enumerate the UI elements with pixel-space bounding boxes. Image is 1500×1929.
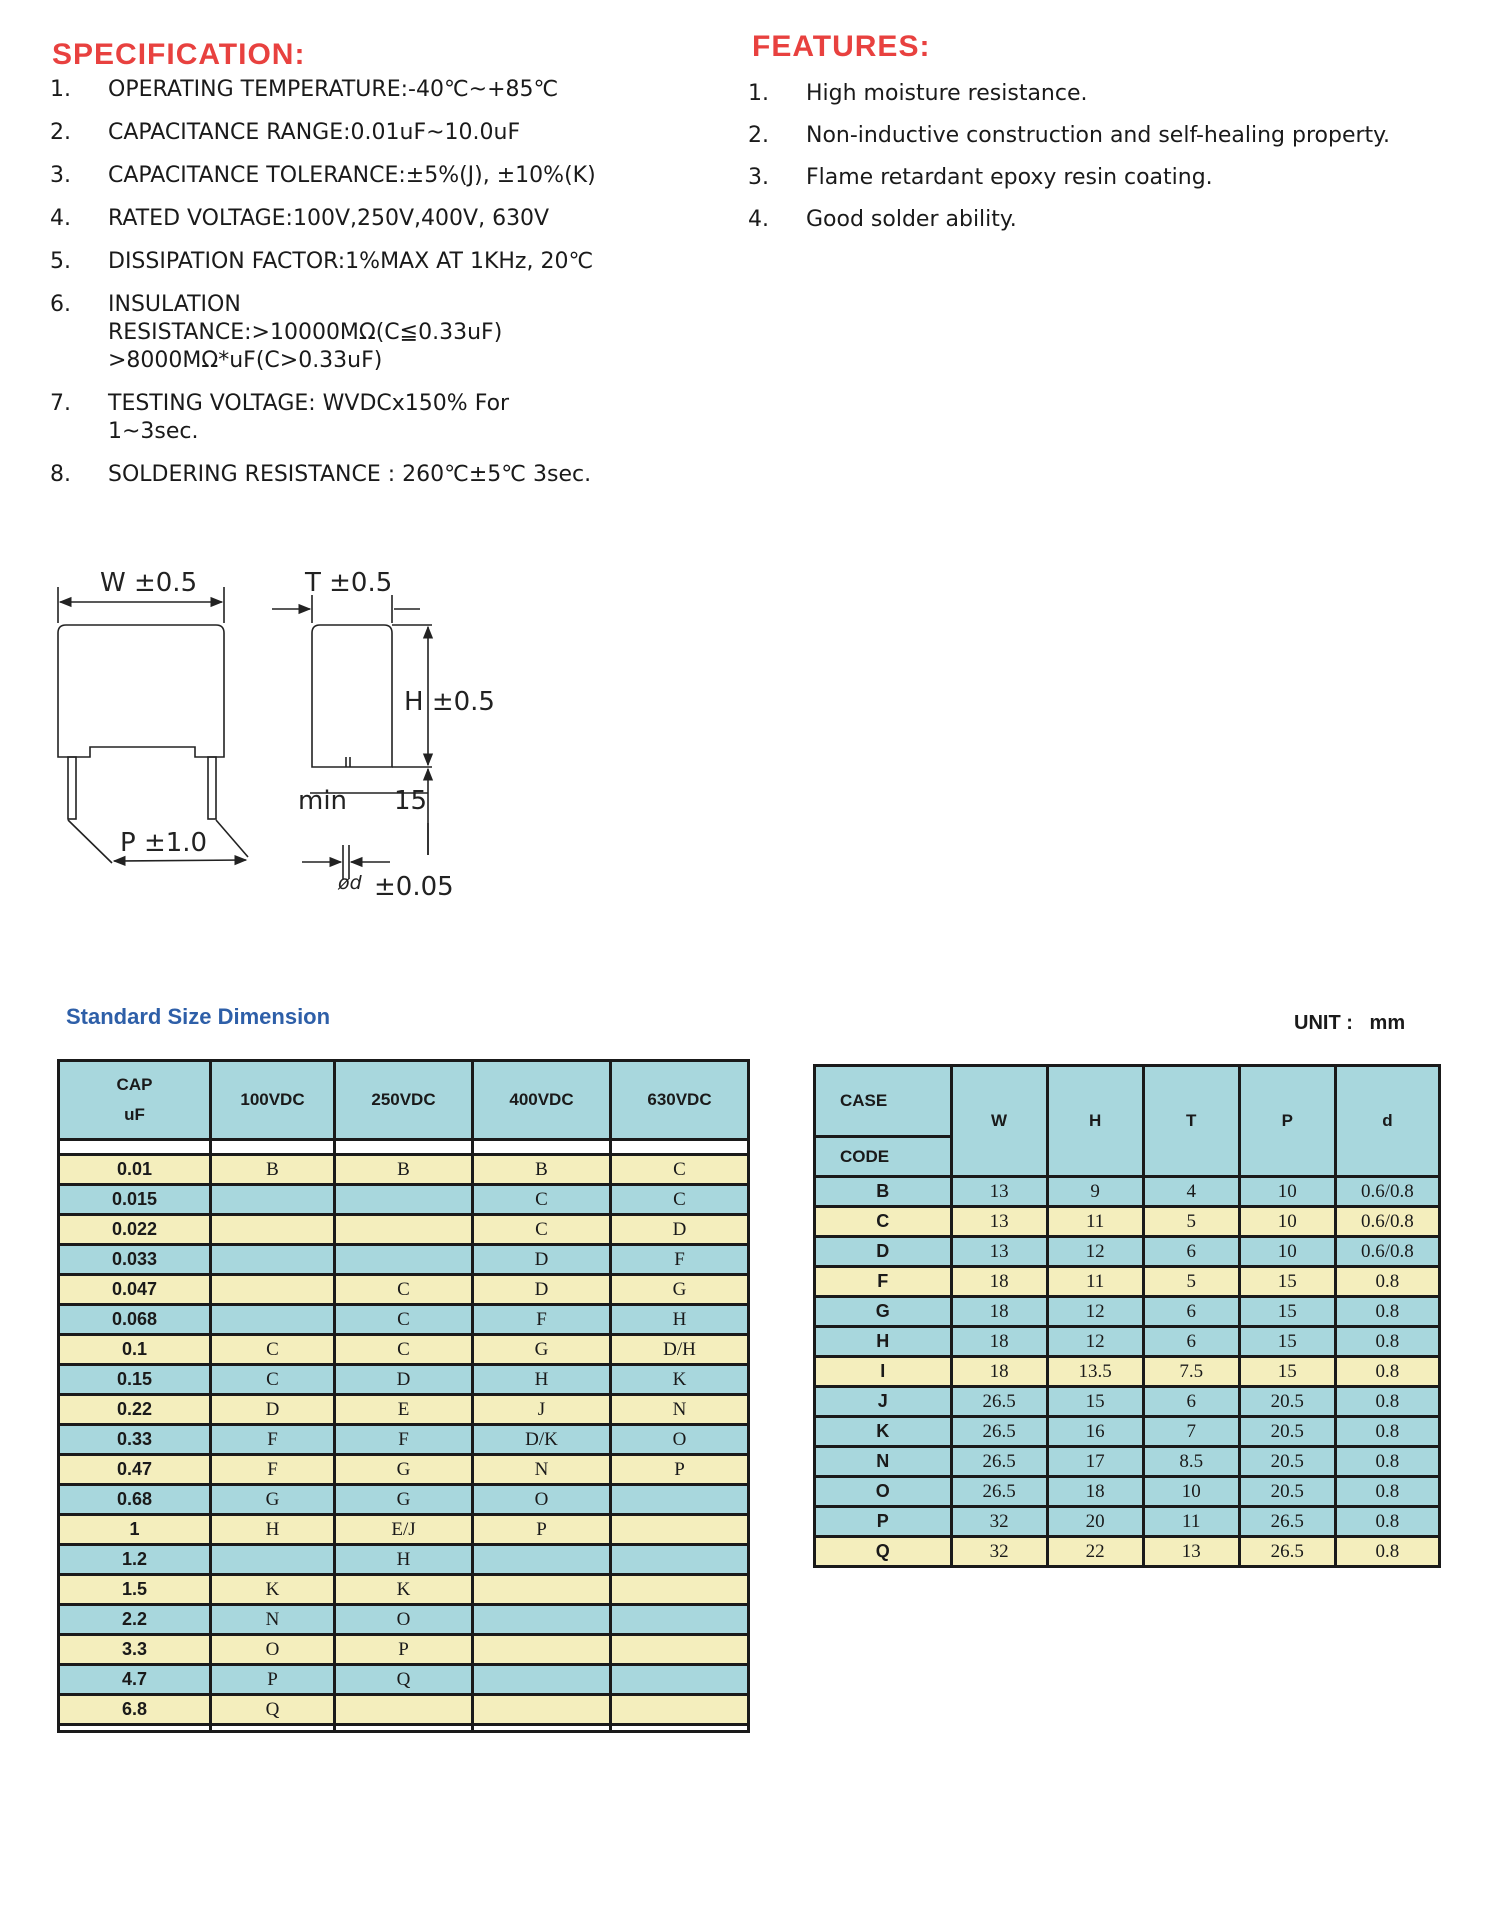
p-tolerance-label: P ±1.0 xyxy=(120,828,208,858)
dimension-cell: 15 xyxy=(1241,1298,1334,1325)
standard-size-title: Standard Size Dimension xyxy=(66,1004,331,1029)
dimension-cell: 10 xyxy=(1241,1208,1334,1235)
dim-header-p: P xyxy=(1241,1067,1334,1175)
capacitance-cell: 0.01 xyxy=(60,1156,209,1183)
unit-label: UNIT : mm xyxy=(1294,1012,1406,1034)
case-code-cell xyxy=(474,1696,609,1723)
dimension-cell: 0.8 xyxy=(1337,1538,1438,1565)
case-code-cell: Q xyxy=(336,1666,471,1693)
dimension-cell: 6 xyxy=(1145,1328,1238,1355)
feature-item: 1. High moisture resistance. xyxy=(748,81,1088,106)
case-code-cell: C xyxy=(612,1156,747,1183)
dimension-cell: 16 xyxy=(1049,1418,1142,1445)
case-code-cell: J xyxy=(474,1396,609,1423)
dimension-cell: 0.8 xyxy=(1337,1478,1438,1505)
dimension-cell: 20.5 xyxy=(1241,1418,1334,1445)
capacitance-cell: 6.8 xyxy=(60,1696,209,1723)
dimension-cell: 32 xyxy=(953,1538,1046,1565)
voltage-header: 250VDC xyxy=(336,1062,471,1138)
case-code-cell: G xyxy=(336,1486,471,1513)
case-code-cell: N xyxy=(612,1396,747,1423)
case-code-cell: D xyxy=(474,1246,609,1273)
table-row xyxy=(60,1516,747,1543)
case-code-cell: E/J xyxy=(336,1516,471,1543)
table-row xyxy=(60,1336,747,1363)
dimension-cell: 26.5 xyxy=(953,1388,1046,1415)
spec-item: 4. RATED VOLTAGE:100V,250V,400V, 630V xyxy=(50,206,550,231)
dimension-cell: 13 xyxy=(953,1178,1046,1205)
case-code-cell: Q xyxy=(816,1538,950,1565)
dimension-cell: 22 xyxy=(1049,1538,1142,1565)
dimension-cell: 0.8 xyxy=(1337,1268,1438,1295)
case-code-cell: P xyxy=(474,1516,609,1543)
dimension-cell: 20 xyxy=(1049,1508,1142,1535)
code-header: CODE xyxy=(816,1138,950,1175)
case-code-cell: O xyxy=(212,1636,333,1663)
case-code-cell: P xyxy=(336,1636,471,1663)
capacitance-cell: 4.7 xyxy=(60,1666,209,1693)
spec-item: 7. TESTING VOLTAGE: WVDCx150% For 1~3sec. xyxy=(50,391,510,444)
case-code-cell: H xyxy=(212,1516,333,1543)
case-code-cell: O xyxy=(336,1606,471,1633)
table-row xyxy=(60,1606,747,1633)
case-code-cell: C xyxy=(212,1336,333,1363)
case-code-cell: K xyxy=(816,1418,950,1445)
table-row xyxy=(60,1636,747,1663)
case-code-cell: K xyxy=(212,1576,333,1603)
dimension-cell: 11 xyxy=(1049,1208,1142,1235)
dimension-cell: 8.5 xyxy=(1145,1448,1238,1475)
case-code-cell xyxy=(612,1636,747,1663)
voltage-header: 400VDC xyxy=(474,1062,609,1138)
dimension-cell: 13 xyxy=(953,1208,1046,1235)
case-code-cell: O xyxy=(474,1486,609,1513)
dimension-cell: 13.5 xyxy=(1049,1358,1142,1385)
dimension-cell: 0.8 xyxy=(1337,1448,1438,1475)
table-row xyxy=(60,1486,747,1513)
dimension-cell: 6 xyxy=(1145,1238,1238,1265)
dimension-cell: 5 xyxy=(1145,1208,1238,1235)
table-row xyxy=(60,1576,747,1603)
case-code-cell: J xyxy=(816,1388,950,1415)
table-row xyxy=(60,1546,747,1573)
case-dimension-table xyxy=(813,1064,1441,1568)
dimension-cell: 20.5 xyxy=(1241,1388,1334,1415)
capacitance-cell: 0.33 xyxy=(60,1426,209,1453)
p-dimension-arrow xyxy=(114,860,246,861)
table-row xyxy=(816,1208,1438,1235)
side-view-body xyxy=(312,625,392,767)
dimension-cell: 12 xyxy=(1049,1298,1142,1325)
dimension-cell: 20.5 xyxy=(1241,1478,1334,1505)
dimension-cell: 0.8 xyxy=(1337,1328,1438,1355)
specification-title: SPECIFICATION: xyxy=(52,38,306,71)
min-value: 15 xyxy=(394,786,428,816)
dimension-cell: 26.5 xyxy=(953,1418,1046,1445)
case-code-cell: H xyxy=(474,1366,609,1393)
table-row xyxy=(816,1238,1438,1265)
capacitance-cell: 0.022 xyxy=(60,1216,209,1243)
table-row xyxy=(816,1388,1438,1415)
case-code-cell xyxy=(612,1486,747,1513)
case-code-cell: C xyxy=(336,1306,471,1333)
dimension-cell: 26.5 xyxy=(953,1448,1046,1475)
case-code-cell xyxy=(612,1696,747,1723)
dimension-cell: 10 xyxy=(1241,1238,1334,1265)
table-row xyxy=(816,1508,1438,1535)
case-code-cell: D xyxy=(212,1396,333,1423)
spec-item: 5. DISSIPATION FACTOR:1%MAX AT 1KHz, 20℃ xyxy=(50,249,594,274)
case-code-cell: N xyxy=(474,1456,609,1483)
dimension-cell: 7 xyxy=(1145,1418,1238,1445)
dimension-cell: 0.8 xyxy=(1337,1298,1438,1325)
dimension-cell: 12 xyxy=(1049,1328,1142,1355)
voltage-header: 100VDC xyxy=(212,1062,333,1138)
case-header: CASE xyxy=(816,1067,950,1135)
dimension-cell: 18 xyxy=(953,1298,1046,1325)
case-code-cell: C xyxy=(816,1208,950,1235)
capacitance-cell: 0.047 xyxy=(60,1276,209,1303)
dim-header-h: H xyxy=(1049,1067,1142,1175)
table-row xyxy=(60,1396,747,1423)
case-code-cell: P xyxy=(212,1666,333,1693)
case-code-cell xyxy=(336,1186,471,1213)
case-code-cell: C xyxy=(474,1216,609,1243)
dimension-cell: 4 xyxy=(1145,1178,1238,1205)
case-code-cell: D/H xyxy=(612,1336,747,1363)
case-code-cell xyxy=(212,1306,333,1333)
table-row xyxy=(816,1178,1438,1205)
spec-item: 8. SOLDERING RESISTANCE : 260℃±5℃ 3sec. xyxy=(50,462,592,487)
case-code-cell: F xyxy=(212,1456,333,1483)
case-code-cell xyxy=(612,1546,747,1573)
capacitance-voltage-table xyxy=(57,1059,750,1733)
case-code-cell xyxy=(474,1606,609,1633)
spec-item: 6. INSULATION RESISTANCE:>10000MΩ(C≦0.33uF) >8000MΩ*uF(C>0.33uF) xyxy=(50,292,503,373)
case-code-cell: G xyxy=(816,1298,950,1325)
dimension-cell: 0.8 xyxy=(1337,1508,1438,1535)
dim-header-w: W xyxy=(953,1067,1046,1175)
case-code-cell: D xyxy=(816,1238,950,1265)
dimension-cell: 15 xyxy=(1049,1388,1142,1415)
table-row xyxy=(816,1298,1438,1325)
case-code-cell: H xyxy=(336,1546,471,1573)
capacitance-cell: 1.5 xyxy=(60,1576,209,1603)
capacitance-cell: 1.2 xyxy=(60,1546,209,1573)
dimension-cell: 0.6/0.8 xyxy=(1337,1208,1438,1235)
h-tolerance-label: H ±0.5 xyxy=(404,687,495,717)
case-code-cell: D xyxy=(612,1216,747,1243)
spec-item: 2. CAPACITANCE RANGE:0.01uF~10.0uF xyxy=(50,120,521,145)
cap-table-header-row xyxy=(60,1062,747,1138)
dimension-cell: 10 xyxy=(1241,1178,1334,1205)
capacitance-cell: 2.2 xyxy=(60,1606,209,1633)
d-symbol: ød xyxy=(338,872,362,894)
capacitance-cell: 0.22 xyxy=(60,1396,209,1423)
case-code-cell xyxy=(212,1216,333,1243)
table-row xyxy=(60,1276,747,1303)
dimension-cell: 18 xyxy=(953,1328,1046,1355)
case-code-cell: C xyxy=(212,1366,333,1393)
case-code-cell xyxy=(212,1546,333,1573)
dimension-cell: 5 xyxy=(1145,1268,1238,1295)
case-code-cell: F xyxy=(474,1306,609,1333)
table-row xyxy=(60,1696,747,1723)
dimension-cell: 32 xyxy=(953,1508,1046,1535)
dimension-cell: 17 xyxy=(1049,1448,1142,1475)
case-code-cell: F xyxy=(212,1426,333,1453)
case-code-cell: G xyxy=(336,1456,471,1483)
table-row xyxy=(60,1306,747,1333)
case-code-cell xyxy=(212,1186,333,1213)
dimension-cell: 18 xyxy=(1049,1478,1142,1505)
dimension-cell: 20.5 xyxy=(1241,1448,1334,1475)
case-code-cell: C xyxy=(336,1336,471,1363)
case-code-cell: G xyxy=(612,1276,747,1303)
dimension-cell: 0.6/0.8 xyxy=(1337,1238,1438,1265)
w-tolerance-label: W ±0.5 xyxy=(100,568,198,598)
case-code-cell: F xyxy=(816,1268,950,1295)
table-row xyxy=(816,1268,1438,1295)
features-title: FEATURES: xyxy=(752,30,931,63)
dimension-cell: 6 xyxy=(1145,1298,1238,1325)
case-code-cell: B xyxy=(336,1156,471,1183)
table-row xyxy=(816,1418,1438,1445)
case-code-cell xyxy=(474,1576,609,1603)
case-code-cell: Q xyxy=(212,1696,333,1723)
dimension-cell: 6 xyxy=(1145,1388,1238,1415)
case-code-cell: H xyxy=(816,1328,950,1355)
table-row xyxy=(60,1216,747,1243)
d-tolerance-label: ±0.05 xyxy=(374,872,454,900)
table-row xyxy=(60,1366,747,1393)
dimension-cell: 18 xyxy=(953,1358,1046,1385)
dimension-cell: 15 xyxy=(1241,1328,1334,1355)
case-code-cell: B xyxy=(212,1156,333,1183)
dimension-cell: 0.6/0.8 xyxy=(1337,1178,1438,1205)
table-row xyxy=(60,1156,747,1183)
case-code-cell: N xyxy=(816,1448,950,1475)
spec-item: 3. CAPACITANCE TOLERANCE:±5%(J), ±10%(K) xyxy=(50,163,596,188)
dimension-cell: 26.5 xyxy=(953,1478,1046,1505)
case-code-cell: C xyxy=(336,1276,471,1303)
table-row xyxy=(816,1358,1438,1385)
table-row xyxy=(816,1538,1438,1565)
t-tolerance-label: T ±0.5 xyxy=(305,568,393,598)
capacitance-cell: 3.3 xyxy=(60,1636,209,1663)
table-row xyxy=(60,1186,747,1213)
case-code-cell xyxy=(336,1216,471,1243)
front-lead-right xyxy=(208,757,216,819)
dimension-cell: 18 xyxy=(953,1268,1046,1295)
case-code-cell: N xyxy=(212,1606,333,1633)
dim-header-t: T xyxy=(1145,1067,1238,1175)
case-code-cell: P xyxy=(816,1508,950,1535)
case-code-cell xyxy=(212,1246,333,1273)
case-code-cell xyxy=(612,1666,747,1693)
case-code-cell xyxy=(212,1276,333,1303)
front-lead-left xyxy=(68,757,76,819)
dimension-cell: 0.8 xyxy=(1337,1388,1438,1415)
dimension-cell: 13 xyxy=(953,1238,1046,1265)
capacitor-dimension-diagram xyxy=(40,555,510,900)
dimension-cell: 7.5 xyxy=(1145,1358,1238,1385)
dimension-cell: 0.8 xyxy=(1337,1358,1438,1385)
table-row xyxy=(60,1426,747,1453)
dimension-cell: 13 xyxy=(1145,1538,1238,1565)
table-row xyxy=(60,1666,747,1693)
feature-item: 3. Flame retardant epoxy resin coating. xyxy=(748,165,1213,190)
min-label: min xyxy=(298,786,348,816)
dimension-cell: 26.5 xyxy=(1241,1538,1334,1565)
dimension-cell: 9 xyxy=(1049,1178,1142,1205)
case-code-cell: D xyxy=(474,1276,609,1303)
spec-item: 1. OPERATING TEMPERATURE:-40℃~+85℃ xyxy=(50,77,559,102)
case-code-cell: O xyxy=(612,1426,747,1453)
capacitance-cell: 0.015 xyxy=(60,1186,209,1213)
case-code-cell: K xyxy=(612,1366,747,1393)
case-code-cell xyxy=(336,1696,471,1723)
case-code-cell: H xyxy=(612,1306,747,1333)
case-code-cell xyxy=(612,1576,747,1603)
case-code-cell xyxy=(336,1246,471,1273)
case-code-cell: I xyxy=(816,1358,950,1385)
feature-item: 2. Non-inductive construction and self-healing property. xyxy=(748,123,1391,148)
capacitance-cell: 0.1 xyxy=(60,1336,209,1363)
dimension-cell: 11 xyxy=(1145,1508,1238,1535)
case-code-cell xyxy=(474,1636,609,1663)
case-code-cell xyxy=(474,1546,609,1573)
case-code-cell: D xyxy=(336,1366,471,1393)
case-code-cell: G xyxy=(212,1486,333,1513)
case-code-cell xyxy=(612,1516,747,1543)
capacitance-cell: 0.47 xyxy=(60,1456,209,1483)
cap-uf-header: CAP uF xyxy=(60,1062,209,1138)
case-code-cell: O xyxy=(816,1478,950,1505)
capacitance-cell: 0.068 xyxy=(60,1306,209,1333)
case-code-cell: B xyxy=(474,1156,609,1183)
voltage-header: 630VDC xyxy=(612,1062,747,1138)
table-row xyxy=(60,1456,747,1483)
capacitance-cell: 1 xyxy=(60,1516,209,1543)
dimension-cell: 11 xyxy=(1049,1268,1142,1295)
capacitance-cell: 0.033 xyxy=(60,1246,209,1273)
capacitance-cell: 0.15 xyxy=(60,1366,209,1393)
case-code-cell: K xyxy=(336,1576,471,1603)
case-code-cell: E xyxy=(336,1396,471,1423)
case-code-cell: G xyxy=(474,1336,609,1363)
table-row xyxy=(60,1246,747,1273)
dim-header-d: d xyxy=(1337,1067,1438,1175)
front-view-body xyxy=(58,625,224,757)
table-row xyxy=(816,1478,1438,1505)
dimension-cell: 10 xyxy=(1145,1478,1238,1505)
table-row xyxy=(816,1328,1438,1355)
case-code-cell: F xyxy=(336,1426,471,1453)
case-code-cell: B xyxy=(816,1178,950,1205)
case-code-cell xyxy=(474,1666,609,1693)
case-code-cell xyxy=(612,1606,747,1633)
dimension-cell: 15 xyxy=(1241,1268,1334,1295)
dimension-cell: 0.8 xyxy=(1337,1418,1438,1445)
feature-item: 4. Good solder ability. xyxy=(748,207,1017,232)
case-code-cell: C xyxy=(474,1186,609,1213)
features-list xyxy=(748,80,1468,248)
case-code-cell: P xyxy=(612,1456,747,1483)
dimension-cell: 15 xyxy=(1241,1358,1334,1385)
case-code-cell: C xyxy=(612,1186,747,1213)
cap-table-spacer-row xyxy=(60,1141,747,1153)
dimension-cell: 26.5 xyxy=(1241,1508,1334,1535)
specification-list xyxy=(50,76,690,504)
dimension-cell: 12 xyxy=(1049,1238,1142,1265)
case-code-cell: F xyxy=(612,1246,747,1273)
case-code-cell: D/K xyxy=(474,1426,609,1453)
capacitance-cell: 0.68 xyxy=(60,1486,209,1513)
table-row xyxy=(816,1448,1438,1475)
